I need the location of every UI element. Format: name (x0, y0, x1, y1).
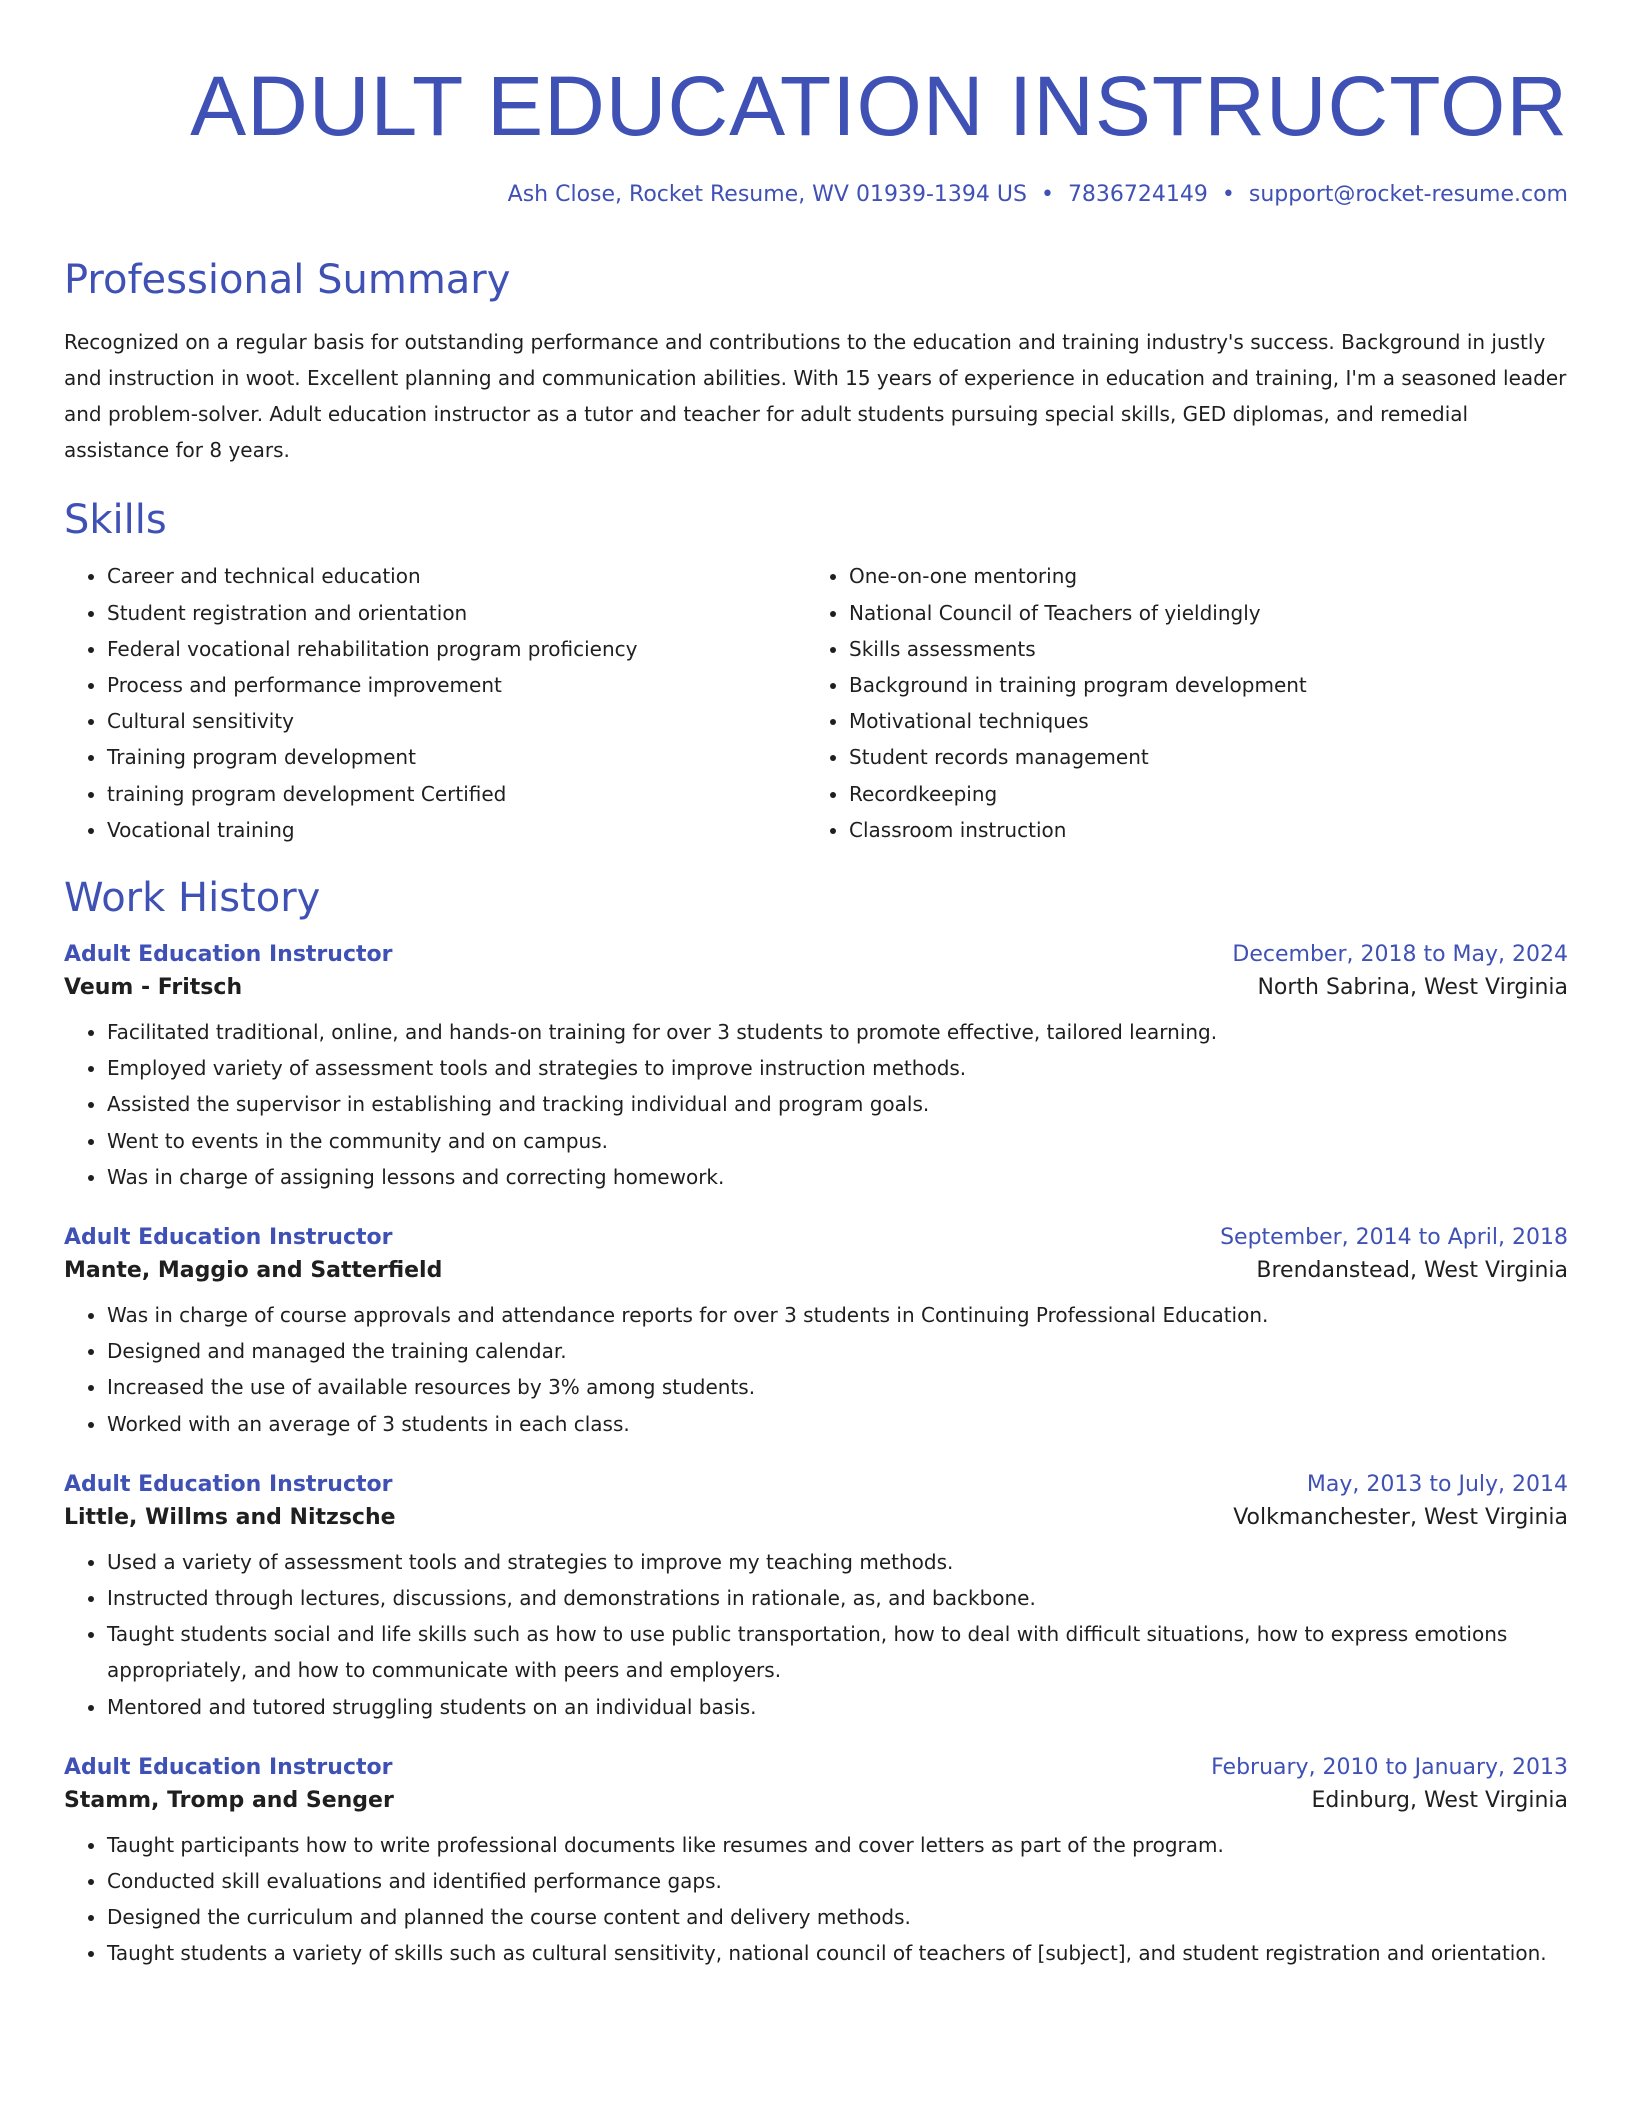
job-dates: December, 2018 to May, 2024 (1232, 942, 1568, 968)
job-header-row (64, 1225, 1568, 1250)
skill-item: • Career and technical education (107, 558, 806, 594)
job-role: Adult Education Instructor (64, 1225, 393, 1251)
job-company: Stamm, Tromp and Senger (64, 1787, 394, 1813)
job-entry (64, 1472, 1568, 1725)
job-entry (64, 1755, 1568, 1972)
job-bullet: • Facilitated traditional, online, and hands-on training for over 3 students to promote effective, tailored learning. (107, 1014, 1568, 1050)
contact-phone: 7836724149 (1067, 182, 1208, 207)
contact-separator: • (1221, 182, 1235, 207)
job-dates: February, 2010 to January, 2013 (1211, 1754, 1568, 1780)
skills-column-right (806, 558, 1548, 848)
job-bullet: • Instructed through lectures, discussions, and demonstrations in rationale, as, and backbone. (107, 1580, 1568, 1616)
job-entry (64, 942, 1568, 1195)
skill-item: • One-on-one mentoring (849, 558, 1548, 594)
job-bullets (64, 1827, 1568, 1972)
job-entry (64, 1225, 1568, 1442)
skills-heading: Skills (64, 497, 167, 544)
job-bullets (64, 1014, 1568, 1195)
skill-item: • Training program development (107, 739, 806, 775)
job-company-row (64, 1505, 1568, 1530)
candidate-name: ADULT EDUCATION INSTRUCTOR (190, 59, 1568, 153)
job-role: Adult Education Instructor (64, 1471, 393, 1497)
job-bullet: • Taught participants how to write professional documents like resumes and cover letters as part of the program. (107, 1827, 1568, 1863)
skill-item: • training program development Certified (107, 776, 806, 812)
job-bullet: • Increased the use of available resources by 3% among students. (107, 1369, 1568, 1405)
job-bullet: • Employed variety of assessment tools and strategies to improve instruction methods. (107, 1050, 1568, 1086)
job-company-row (64, 1788, 1568, 1813)
skill-item: • Background in training program development (849, 667, 1548, 703)
skill-item: • Process and performance improvement (107, 667, 806, 703)
resume-header (64, 59, 1568, 208)
contact-separator: • (1040, 182, 1054, 207)
skill-item: • Vocational training (107, 812, 806, 848)
job-company: Mante, Maggio and Satterfield (64, 1258, 443, 1284)
job-bullet: • Conducted skill evaluations and identified performance gaps. (107, 1863, 1568, 1899)
skill-item: • Student records management (849, 739, 1548, 775)
skill-item: • Federal vocational rehabilitation program proficiency (107, 631, 806, 667)
job-role: Adult Education Instructor (64, 942, 393, 968)
summary-heading: Professional Summary (64, 257, 511, 304)
job-location: North Sabrina, West Virginia (1257, 975, 1568, 1001)
contact-email[interactable]: support@rocket-resume.com (1248, 182, 1568, 207)
job-bullet: • Taught students a variety of skills such as cultural sensitivity, national council of teachers of [subject], and student registration and orientation. (107, 1935, 1568, 1971)
job-header-row (64, 942, 1568, 967)
skills-column-left (64, 558, 806, 848)
skill-item: • National Council of Teachers of yieldingly (849, 595, 1548, 631)
job-company: Little, Willms and Nitzsche (64, 1504, 396, 1530)
job-company-row (64, 1258, 1568, 1283)
job-header-row (64, 1472, 1568, 1497)
job-bullet: • Designed and managed the training calendar. (107, 1333, 1568, 1369)
job-bullets (64, 1297, 1568, 1442)
skill-item: • Classroom instruction (849, 812, 1548, 848)
job-role: Adult Education Instructor (64, 1754, 393, 1780)
job-bullet: • Used a variety of assessment tools and strategies to improve my teaching methods. (107, 1544, 1568, 1580)
job-location: Edinburg, West Virginia (1311, 1787, 1568, 1813)
job-bullet: • Mentored and tutored struggling students on an individual basis. (107, 1689, 1568, 1725)
skill-item: • Motivational techniques (849, 703, 1548, 739)
job-header-row (64, 1755, 1568, 1780)
job-bullet: • Taught students social and life skills such as how to use public transportation, how to deal with difficult situations, how to express emotions appropriately, and how to communicate with peers and employers. (107, 1616, 1568, 1688)
summary-text: Recognized on a regular basis for outstanding performance and contributions to the education and training industry's success. Background in justly and instruction in woot. Excellent planning and communication abilities. With 15 years of experience in education and training, I'm a seasoned leader and problem-solver. Adult education instructor as a tutor and teacher for adult students pursuing special skills, GED diplomas, and remedial assistance for 8 years. (64, 330, 1567, 463)
job-bullet: • Went to events in the community and on campus. (107, 1123, 1568, 1159)
job-bullets (64, 1544, 1568, 1725)
skill-item: • Recordkeeping (849, 776, 1548, 812)
job-dates: September, 2014 to April, 2018 (1220, 1225, 1568, 1251)
job-bullet: • Was in charge of assigning lessons and correcting homework. (107, 1159, 1568, 1195)
job-bullet: • Worked with an average of 3 students in each class. (107, 1406, 1568, 1442)
contact-line (64, 182, 1568, 208)
skill-item: • Cultural sensitivity (107, 703, 806, 739)
contact-address: Ash Close, Rocket Resume, WV 01939-1394 US (507, 182, 1027, 207)
job-location: Volkmanchester, West Virginia (1233, 1504, 1568, 1530)
job-bullet: • Assisted the supervisor in establishing and tracking individual and program goals. (107, 1086, 1568, 1122)
work-history-heading: Work History (64, 875, 321, 922)
job-bullet: • Was in charge of course approvals and attendance reports for over 3 students in Continuing Professional Education. (107, 1297, 1568, 1333)
skills-list (64, 558, 1568, 848)
resume-page (64, 0, 1568, 1972)
job-company-row (64, 975, 1568, 1000)
skill-item: • Student registration and orientation (107, 595, 806, 631)
job-dates: May, 2013 to July, 2014 (1306, 1471, 1568, 1497)
job-bullet: • Designed the curriculum and planned the course content and delivery methods. (107, 1899, 1568, 1935)
job-location: Brendanstead, West Virginia (1256, 1258, 1568, 1284)
skill-item: • Skills assessments (849, 631, 1548, 667)
job-company: Veum - Fritsch (64, 975, 243, 1001)
